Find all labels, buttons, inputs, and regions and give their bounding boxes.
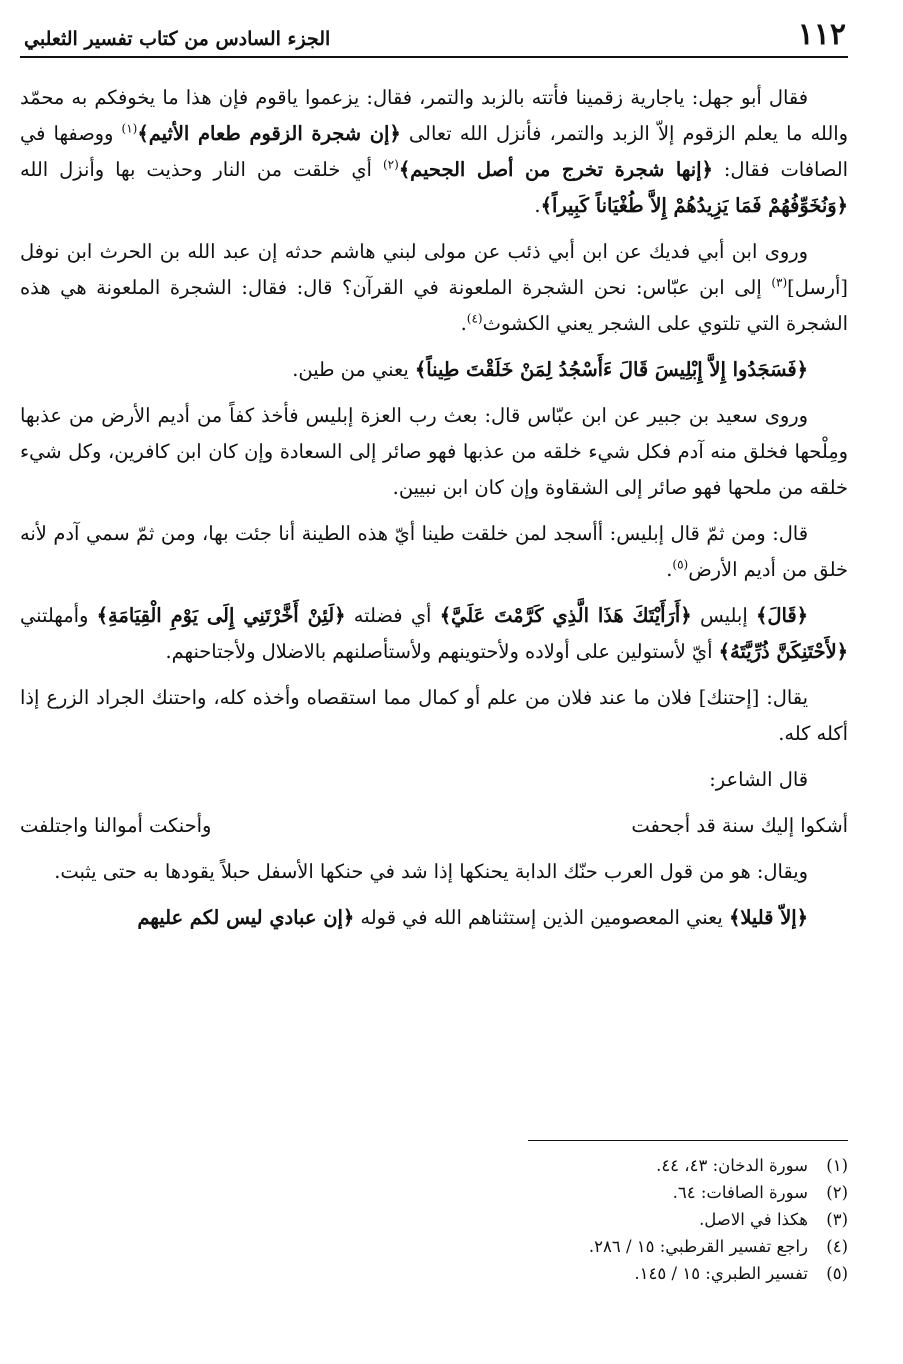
quran-quote: ﴿لأَحْتَنِكَنَّ ذُرِّيَّتَهُ﴾ <box>718 640 848 663</box>
text-run: أي فضلته <box>345 604 440 627</box>
text-run: قال الشاعر: <box>709 768 808 791</box>
footnote-number: (٣) <box>826 1210 848 1229</box>
paragraph <box>20 80 848 224</box>
poem-verse <box>20 808 848 844</box>
paragraph <box>20 234 848 342</box>
page-body <box>20 80 848 936</box>
footnote-item <box>148 1206 848 1233</box>
footnote-number: (٤) <box>826 1237 848 1256</box>
footnotes <box>148 1152 848 1287</box>
text-run: يعني المعصومين الذين إستثناهم الله في قوله <box>354 906 729 929</box>
text-run: يقال: [إحتنك] فلان ما عند فلان من علم أو كمال مما استقصاه وأخذه كله، واحتنك الجراد الزرع إذا أكله كله. <box>20 686 848 745</box>
footnote-ref: (٢) <box>382 157 399 172</box>
footnote-ref: (٥) <box>672 557 689 572</box>
text-run: أي خلقت من النار وحذيت بها وأنزل الله <box>20 158 383 181</box>
footnote-ref: (٣) <box>771 275 788 290</box>
page-header <box>20 17 848 58</box>
text-run: وأمهلتني <box>20 604 97 627</box>
footnote-ref: (٤) <box>466 311 483 326</box>
paragraph <box>20 680 848 752</box>
text-run: . <box>534 194 541 217</box>
paragraph <box>20 762 848 798</box>
footnote-item <box>148 1260 848 1287</box>
text-run: أيّ لأستولين على أولاده ولأحتوينهم ولأستأصلنهم بالاضلال ولأجتاحنهم. <box>165 640 719 663</box>
footnote-text: سورة الدخان: ٤٣، ٤٤. <box>656 1156 808 1175</box>
text-run: . <box>666 558 673 581</box>
footnote-number: (٢) <box>826 1183 848 1202</box>
footnote-text: راجع تفسير القرطبي: ١٥ / ٢٨٦. <box>588 1237 808 1256</box>
quran-quote: ﴿فَسَجَدُوا إِلاَّ إِبْلِيسَ قَالَ ءَأَسْجُدُ لِمَنْ خَلَقْتَ طِيناً﴾ <box>414 358 808 381</box>
text-run: قال: ومن ثمّ قال إبليس: أأسجد لمن خلقت طينا أيّ هذه الطينة أنا جئت بها، ومن ثمّ سمي آدم لأنه خلق من أديم الأرض <box>20 522 848 581</box>
quran-quote: ﴿إنها شجرة تخرج من أصل الجحيم﴾ <box>398 158 713 181</box>
quran-quote: ﴿لَئِنْ أَخَّرْتَنِي إِلَى يَوْمِ الْقِيَامَةِ﴾ <box>96 604 346 627</box>
quran-quote: ﴿إن عبادي ليس لكم عليهم <box>137 906 355 929</box>
text-run: يعني من طين. <box>292 358 415 381</box>
paragraph <box>20 516 848 588</box>
paragraph <box>20 598 848 670</box>
paragraph <box>20 900 848 936</box>
footnote-number: (١) <box>826 1156 848 1175</box>
poem-second-hemistich: وأحنكت أموالنا واجتلفت <box>20 814 212 837</box>
text-run: . <box>460 312 467 335</box>
paragraph <box>20 352 848 388</box>
text-run: وروى سعيد بن جبير عن ابن عبّاس قال: بعث رب العزة إبليس فأخذ كفاً من أديم الأرض من عذبها ومِلْحها فخلق منه آدم فكل شيء خلقه من عذبها فهو صائر إلى السعادة وإن كان ابن كافرين، وكل شيء خلقه من ملحها فهو صائر إلى الشقاوة وإن كان ابن نبيين. <box>20 404 848 499</box>
footnote-text: سورة الصافات: ٦٤. <box>672 1183 808 1202</box>
text-run: ووصفها في الصافات فقال: <box>20 122 848 181</box>
footnote-item <box>148 1152 848 1179</box>
page-number: ١١٢ <box>797 17 846 52</box>
quran-quote: ﴿وَنُخَوِّفُهُمْ فَمَا يَزِيدُهُمْ إِلاَّ طُغْيَاناً كَبِيراً﴾ <box>540 194 848 217</box>
paragraph <box>20 854 848 890</box>
text-run: وروى ابن أبي فديك عن ابن أبي ذئب عن مولى لبني هاشم حدثه إن عبد الله بن الحرث ابن نوفل [أرسل] <box>20 240 848 299</box>
running-title: الجزء السادس من كتاب تفسير الثعلبي <box>24 28 331 50</box>
text-run: إبليس <box>691 604 757 627</box>
footnote-ref: (١) <box>121 121 138 136</box>
paragraph <box>20 398 848 506</box>
footnote-number: (٥) <box>826 1264 848 1283</box>
footnote-divider <box>528 1140 848 1141</box>
quran-quote: ﴿إن شجرة الزقوم طعام الأثيم﴾ <box>137 122 401 145</box>
footnote-text: تفسير الطبري: ١٥ / ١٤٥. <box>634 1264 808 1283</box>
quran-quote: ﴿قَالَ﴾ <box>756 604 809 627</box>
text-run: إلى ابن عبّاس: نحن الشجرة الملعونة في القرآن؟ قال: فقال: الشجرة الملعونة هي هذه الشجرة التي تلتوي على الشجر يعني الكشوث <box>20 276 848 335</box>
text-run: فقال أبو جهل: ياجارية زقمينا فأتته بالزبد والتمر، فقال: يزعموا ياقوم فإن هذا ما يخوفكم به محمّد والله ما يعلم الزقوم إلاّ الزبد والتمر، فأنزل الله تعالى <box>20 86 849 145</box>
footnote-text: هكذا في الاصل. <box>699 1210 808 1229</box>
poem-first-hemistich: أشكوا إليك سنة قد أجحفت <box>631 814 848 837</box>
footnote-item <box>148 1179 848 1206</box>
quran-quote: ﴿إلاّ قليلا﴾ <box>728 906 808 929</box>
footnote-item <box>148 1233 848 1260</box>
quran-quote: ﴿أَرَأَيْتَكَ هَذَا الَّذِي كَرَّمْتَ عَلَيَّ﴾ <box>439 604 692 627</box>
text-run: ويقال: هو من قول العرب حنّك الدابة يحنكها إذا شد في حنكها الأسفل حبلاً يقودها به حتى يثبت. <box>54 860 808 883</box>
